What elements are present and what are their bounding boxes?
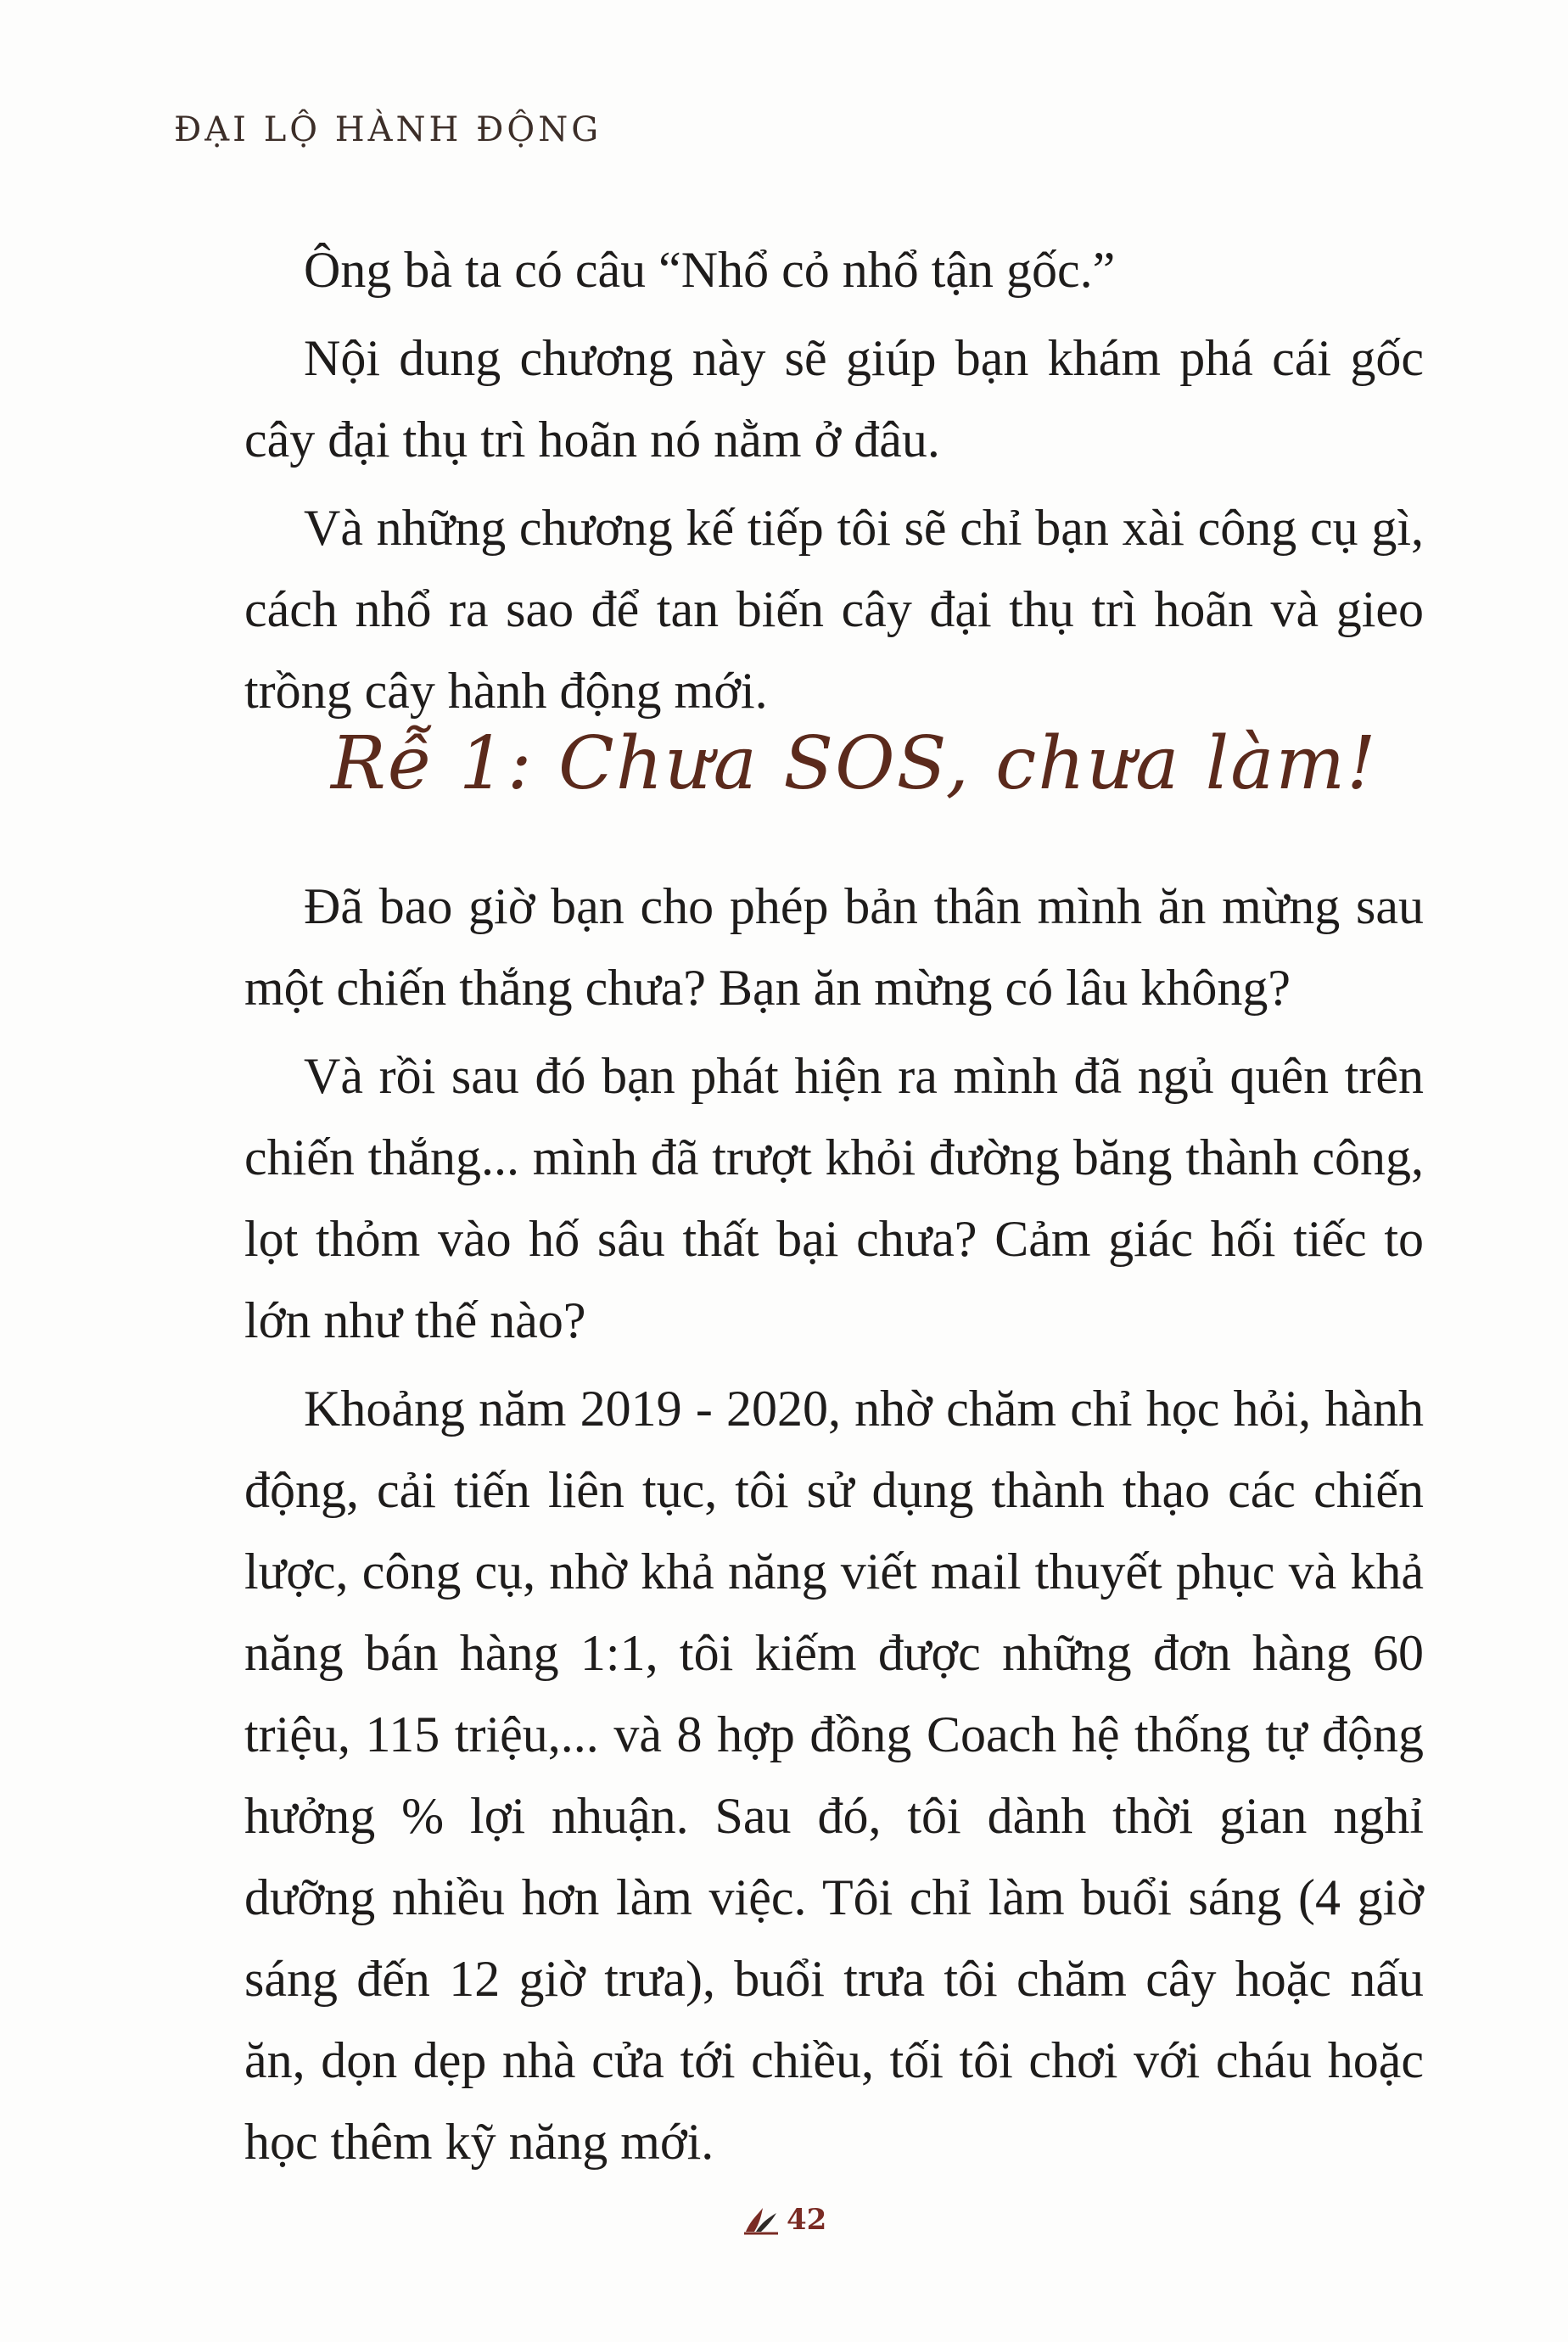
paragraph: Khoảng năm 2019 - 2020, nhờ chăm chỉ học hỏi, hành động, cải tiến liên tục, tôi sử dụng thành thạo các chiến lược, công cụ, nhờ khả năng viết mail thuyết phục và khả năng bán hàng 1:1, tôi kiếm được những đơn hàng 60 triệu, 115 triệu,... và 8 hợp đồng Coach hệ thống tự động hưởng % lợi nhuận. Sau đó, tôi dành thời gian nghỉ dưỡng nhiều hơn làm việc. Tôi chỉ làm buổi sáng (4 giờ sáng đến 12 giờ trưa), buổi trưa tôi chăm cây hoặc nấu ăn, dọn dẹp nhà cửa tới chiều, tối tôi chơi với cháu hoặc học thêm kỹ năng mới. [244, 1381, 1424, 2170]
paragraph: Nội dung chương này sẽ giúp bạn khám phá cái gốc cây đại thụ trì hoãn nó nằm ở đâu. [244, 330, 1424, 468]
paragraph: Đã bao giờ bạn cho phép bản thân mình ăn mừng sau một chiến thắng chưa? Bạn ăn mừng có lâu không? [244, 878, 1424, 1016]
book-ornament-icon [742, 2203, 781, 2237]
running-header: ĐẠI LỘ HÀNH ĐỘNG [174, 110, 602, 149]
page-number-footer [742, 2203, 826, 2237]
paragraph: Và rồi sau đó bạn phát hiện ra mình đã ngủ quên trên chiến thắng... mình đã trượt khỏi đường băng thành công, lọt thỏm vào hố sâu thất bại chưa? Cảm giác hối tiếc to lớn như thế nào? [244, 1048, 1424, 1348]
intro-text [244, 229, 1424, 738]
section-text [244, 866, 1424, 2189]
page-number: 42 [787, 2203, 827, 2237]
paragraph: Ông bà ta có câu “Nhổ cỏ nhổ tận gốc.” [304, 242, 1116, 298]
section-heading: Rễ 1: Chưa SOS, chưa làm! [331, 721, 1378, 806]
paragraph: Và những chương kế tiếp tôi sẽ chỉ bạn xài công cụ gì, cách nhổ ra sao để tan biến cây đại thụ trì hoãn và gieo trồng cây hành động mới. [244, 500, 1424, 719]
